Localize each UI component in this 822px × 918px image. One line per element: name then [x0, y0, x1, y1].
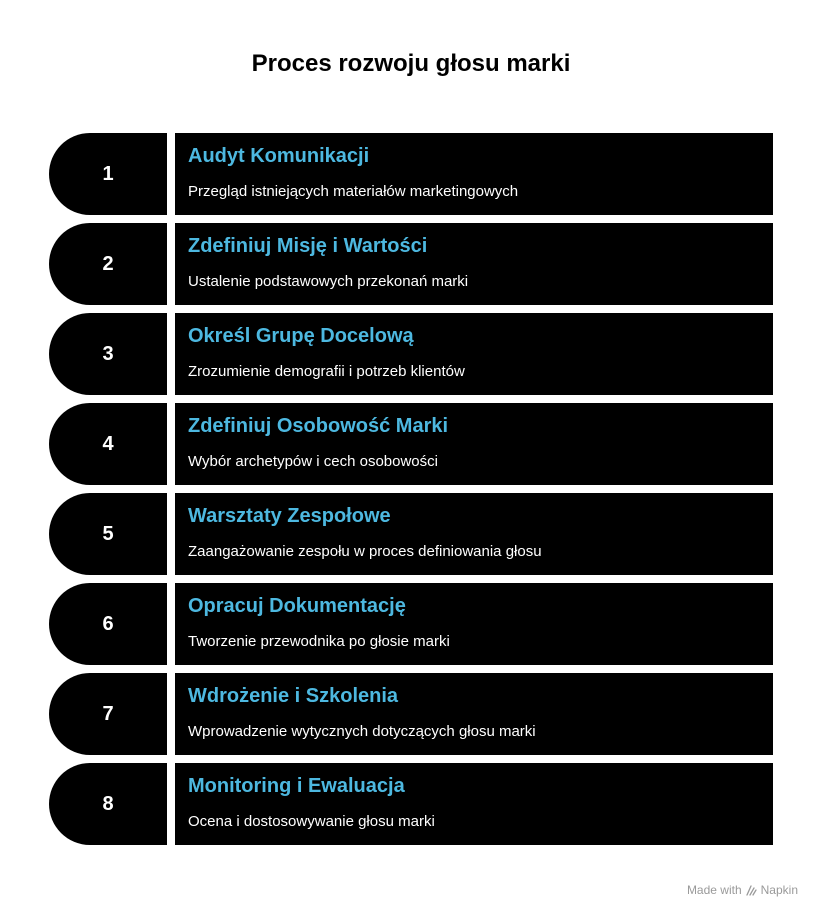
step-title: Zdefiniuj Misję i Wartości: [188, 235, 428, 257]
step-title: Warsztaty Zespołowe: [188, 505, 391, 527]
step-card: [175, 763, 773, 845]
step-number: 8: [49, 763, 167, 845]
step-4: [49, 403, 773, 485]
step-number: 2: [49, 223, 167, 305]
step-card: [175, 403, 773, 485]
step-card: [175, 493, 773, 575]
page-title: Proces rozwoju głosu marki: [251, 50, 571, 77]
step-number: 6: [49, 583, 167, 665]
step-description: Przegląd istniejących materiałów marketingowych: [188, 183, 519, 200]
step-card: [175, 223, 773, 305]
step-description: Wprowadzenie wytycznych dotyczących głosu marki: [188, 723, 536, 740]
step-title: Zdefiniuj Osobowość Marki: [188, 415, 449, 437]
step-3: [49, 313, 773, 395]
step-title: Wdrożenie i Szkolenia: [188, 685, 399, 707]
step-title: Audyt Komunikacji: [188, 145, 370, 167]
step-title: Określ Grupę Docelową: [188, 325, 414, 347]
step-number: 4: [49, 403, 167, 485]
step-2: [49, 223, 773, 305]
step-description: Zrozumienie demografii i potrzeb klientów: [188, 363, 465, 380]
step-card: [175, 583, 773, 665]
step-number: 7: [49, 673, 167, 755]
step-6: [49, 583, 773, 665]
step-title: Monitoring i Ewaluacja: [188, 775, 405, 797]
step-1: [49, 133, 773, 215]
step-8: [49, 763, 773, 845]
step-card: [175, 673, 773, 755]
step-5: [49, 493, 773, 575]
step-card: [175, 133, 773, 215]
step-number: 5: [49, 493, 167, 575]
step-description: Tworzenie przewodnika po głosie marki: [188, 633, 450, 650]
napkin-brand-label: Napkin: [760, 883, 798, 897]
step-description: Ustalenie podstawowych przekonań marki: [188, 273, 469, 290]
napkin-logo-icon: [746, 885, 757, 896]
made-with-napkin-badge[interactable]: [687, 883, 798, 897]
step-card: [175, 313, 773, 395]
step-description: Ocena i dostosowywanie głosu marki: [188, 813, 435, 830]
step-description: Wybór archetypów i cech osobowości: [188, 453, 438, 470]
made-with-label: Made with: [686, 883, 742, 897]
step-title: Opracuj Dokumentację: [188, 595, 406, 617]
step-description: Zaangażowanie zespołu w proces definiowania głosu: [188, 543, 542, 560]
step-number: 1: [49, 133, 167, 215]
step-7: [49, 673, 773, 755]
steps-list: [49, 133, 773, 853]
step-number: 3: [49, 313, 167, 395]
